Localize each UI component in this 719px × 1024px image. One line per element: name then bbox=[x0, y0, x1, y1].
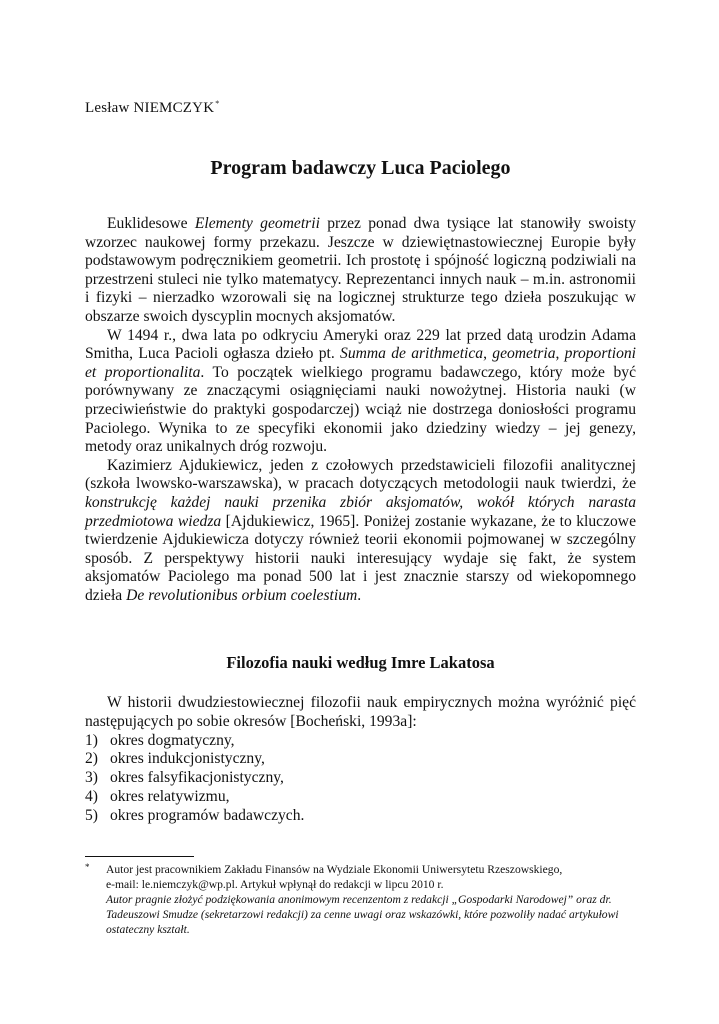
text-span: Kazimierz Ajdukiewicz, jeden z czołowych przedstawicieli filozofii analitycznej (szkoła lwowsko-warszawska), w pracach dotyczących metodologii nauk twierdzi, że bbox=[85, 456, 636, 493]
text-span: , bbox=[483, 345, 493, 363]
list-number: 4) bbox=[85, 787, 98, 805]
article-title: Program badawczy Luca Paciolego bbox=[210, 157, 511, 179]
list-text: okres dogmatyczny, bbox=[110, 731, 235, 749]
list-number: 1) bbox=[85, 731, 98, 749]
italic-quote: konstrukcję każdej nauki przenika zbiór aksjomatów, wokół których narasta przedmiotowa wiedza bbox=[85, 493, 636, 530]
text-span: przez ponad dwa tysiące lat stanowiły swoisty wzorzec naukowej formy przekazu. Jeszcze w dziewiętnastowiecznej Europie były podstawowym podręcznikiem geometrii. Ich prostotę i spójność logiczną podziwiali na przestrzeni stuleci nie tylko matematycy. Reprezentanci innych nauk – m.in. astronomii i fizyki – nierzadko wzorowali się na logicznej strukturze tego dzieła poszukując w obszarze swoich dyscyplin mocnych aksjomatów. bbox=[85, 215, 636, 325]
list-text: okres indukcjonistyczny, bbox=[110, 750, 265, 768]
footnote-divider bbox=[85, 856, 194, 857]
list-text: okres relatywizmu, bbox=[110, 787, 230, 805]
author-name: Lesław NIEMCZYK bbox=[85, 100, 215, 116]
footnote-line: Autor jest pracownikiem Zakładu Finansów na Wydziale Ekonomii Uniwersytetu Rzeszowskiego, bbox=[106, 863, 563, 876]
section-body bbox=[85, 694, 636, 826]
text-span: . To początek wielkiego programu badawczego, który może być porównywany ze znaczącymi osiągnięciami nauki nowożytnej. Historia nauki (w przeciwieństwie do praktyki gospodarczej) wciąż nie dostrzega doniosłości programu Paciolego. Wynika to ze specyfiki ekonomii jako dziedziny wiedzy – jej genezy, metody oraz unikalnych dróg rozwoju. bbox=[85, 363, 637, 456]
author-line bbox=[85, 99, 219, 117]
text-span: . bbox=[357, 586, 362, 604]
list-number: 3) bbox=[85, 769, 98, 787]
author-footnote-marker[interactable]: * bbox=[215, 99, 220, 108]
footnote-line: e-mail: le.niemczyk@wp.pl. Artykuł wpłynął do redakcji w lipcu 2010 r. bbox=[106, 878, 444, 891]
list-number: 2) bbox=[85, 750, 98, 768]
paragraph bbox=[85, 327, 636, 457]
list-item bbox=[85, 732, 636, 751]
section-heading: Filozofia nauki według Imre Lakatosa bbox=[226, 653, 495, 672]
text-span: Euklidesowe bbox=[107, 215, 195, 232]
italic-title: Summa de arithmetica bbox=[340, 345, 484, 363]
paragraph bbox=[85, 457, 636, 606]
list-item bbox=[85, 788, 636, 807]
list-item bbox=[85, 769, 636, 788]
paragraph: W historii dwudziestowiecznej filozofii nauk empirycznych można wyróżnić pięć następujących po sobie okresów [Bocheński, 1993a]: bbox=[85, 694, 636, 730]
paragraph bbox=[85, 215, 636, 327]
italic-title: Elementy geometrii bbox=[194, 215, 320, 232]
footnote-marker: * bbox=[85, 862, 90, 872]
list-text: okres programów badawczych. bbox=[110, 806, 305, 824]
italic-title: geometria bbox=[492, 345, 556, 363]
text-span: W 1494 r., dwa lata po odkryciu Ameryki oraz 229 lat przed datą urodzin Adama Smitha, Luca Pacioli ogłasza dzieło pt. bbox=[85, 326, 636, 363]
intro-section bbox=[85, 215, 636, 605]
list-number: 5) bbox=[85, 806, 98, 824]
italic-title: De revolutionibus orbium coelestium bbox=[126, 586, 358, 604]
footnote bbox=[85, 862, 636, 937]
period-list bbox=[85, 732, 636, 826]
list-text: okres falsyfikacjonistyczny, bbox=[110, 769, 284, 787]
text-span: , bbox=[555, 345, 565, 363]
list-item bbox=[85, 807, 636, 826]
list-item bbox=[85, 750, 636, 769]
text-span: [Ajdukiewicz, 1965]. Poniżej zostanie wykazane, że to kluczowe twierdzenie Ajdukiewicza dotyczy również teorii ekonomii pojmowanej w szczególny sposób. Z perspektywy historii nauki interesujący wydaje się fakt, że system aksjomatów Paciolego ma ponad 500 lat i jest znacznie starszy od wiekopomnego dzieła bbox=[85, 512, 636, 604]
footnote-acknowledgement: Autor pragnie złożyć podziękowania anonimowym recenzentom z redakcji „Gospodarki Narodowej” oraz dr. Tadeuszowi Smudze (sekretarzowi redakcji) za cenne uwagi oraz wskazówki, które pozwoliły nadać artykułowi ostateczny kształt. bbox=[106, 893, 619, 936]
italic-title: proportioni et proportionalita bbox=[85, 345, 637, 381]
